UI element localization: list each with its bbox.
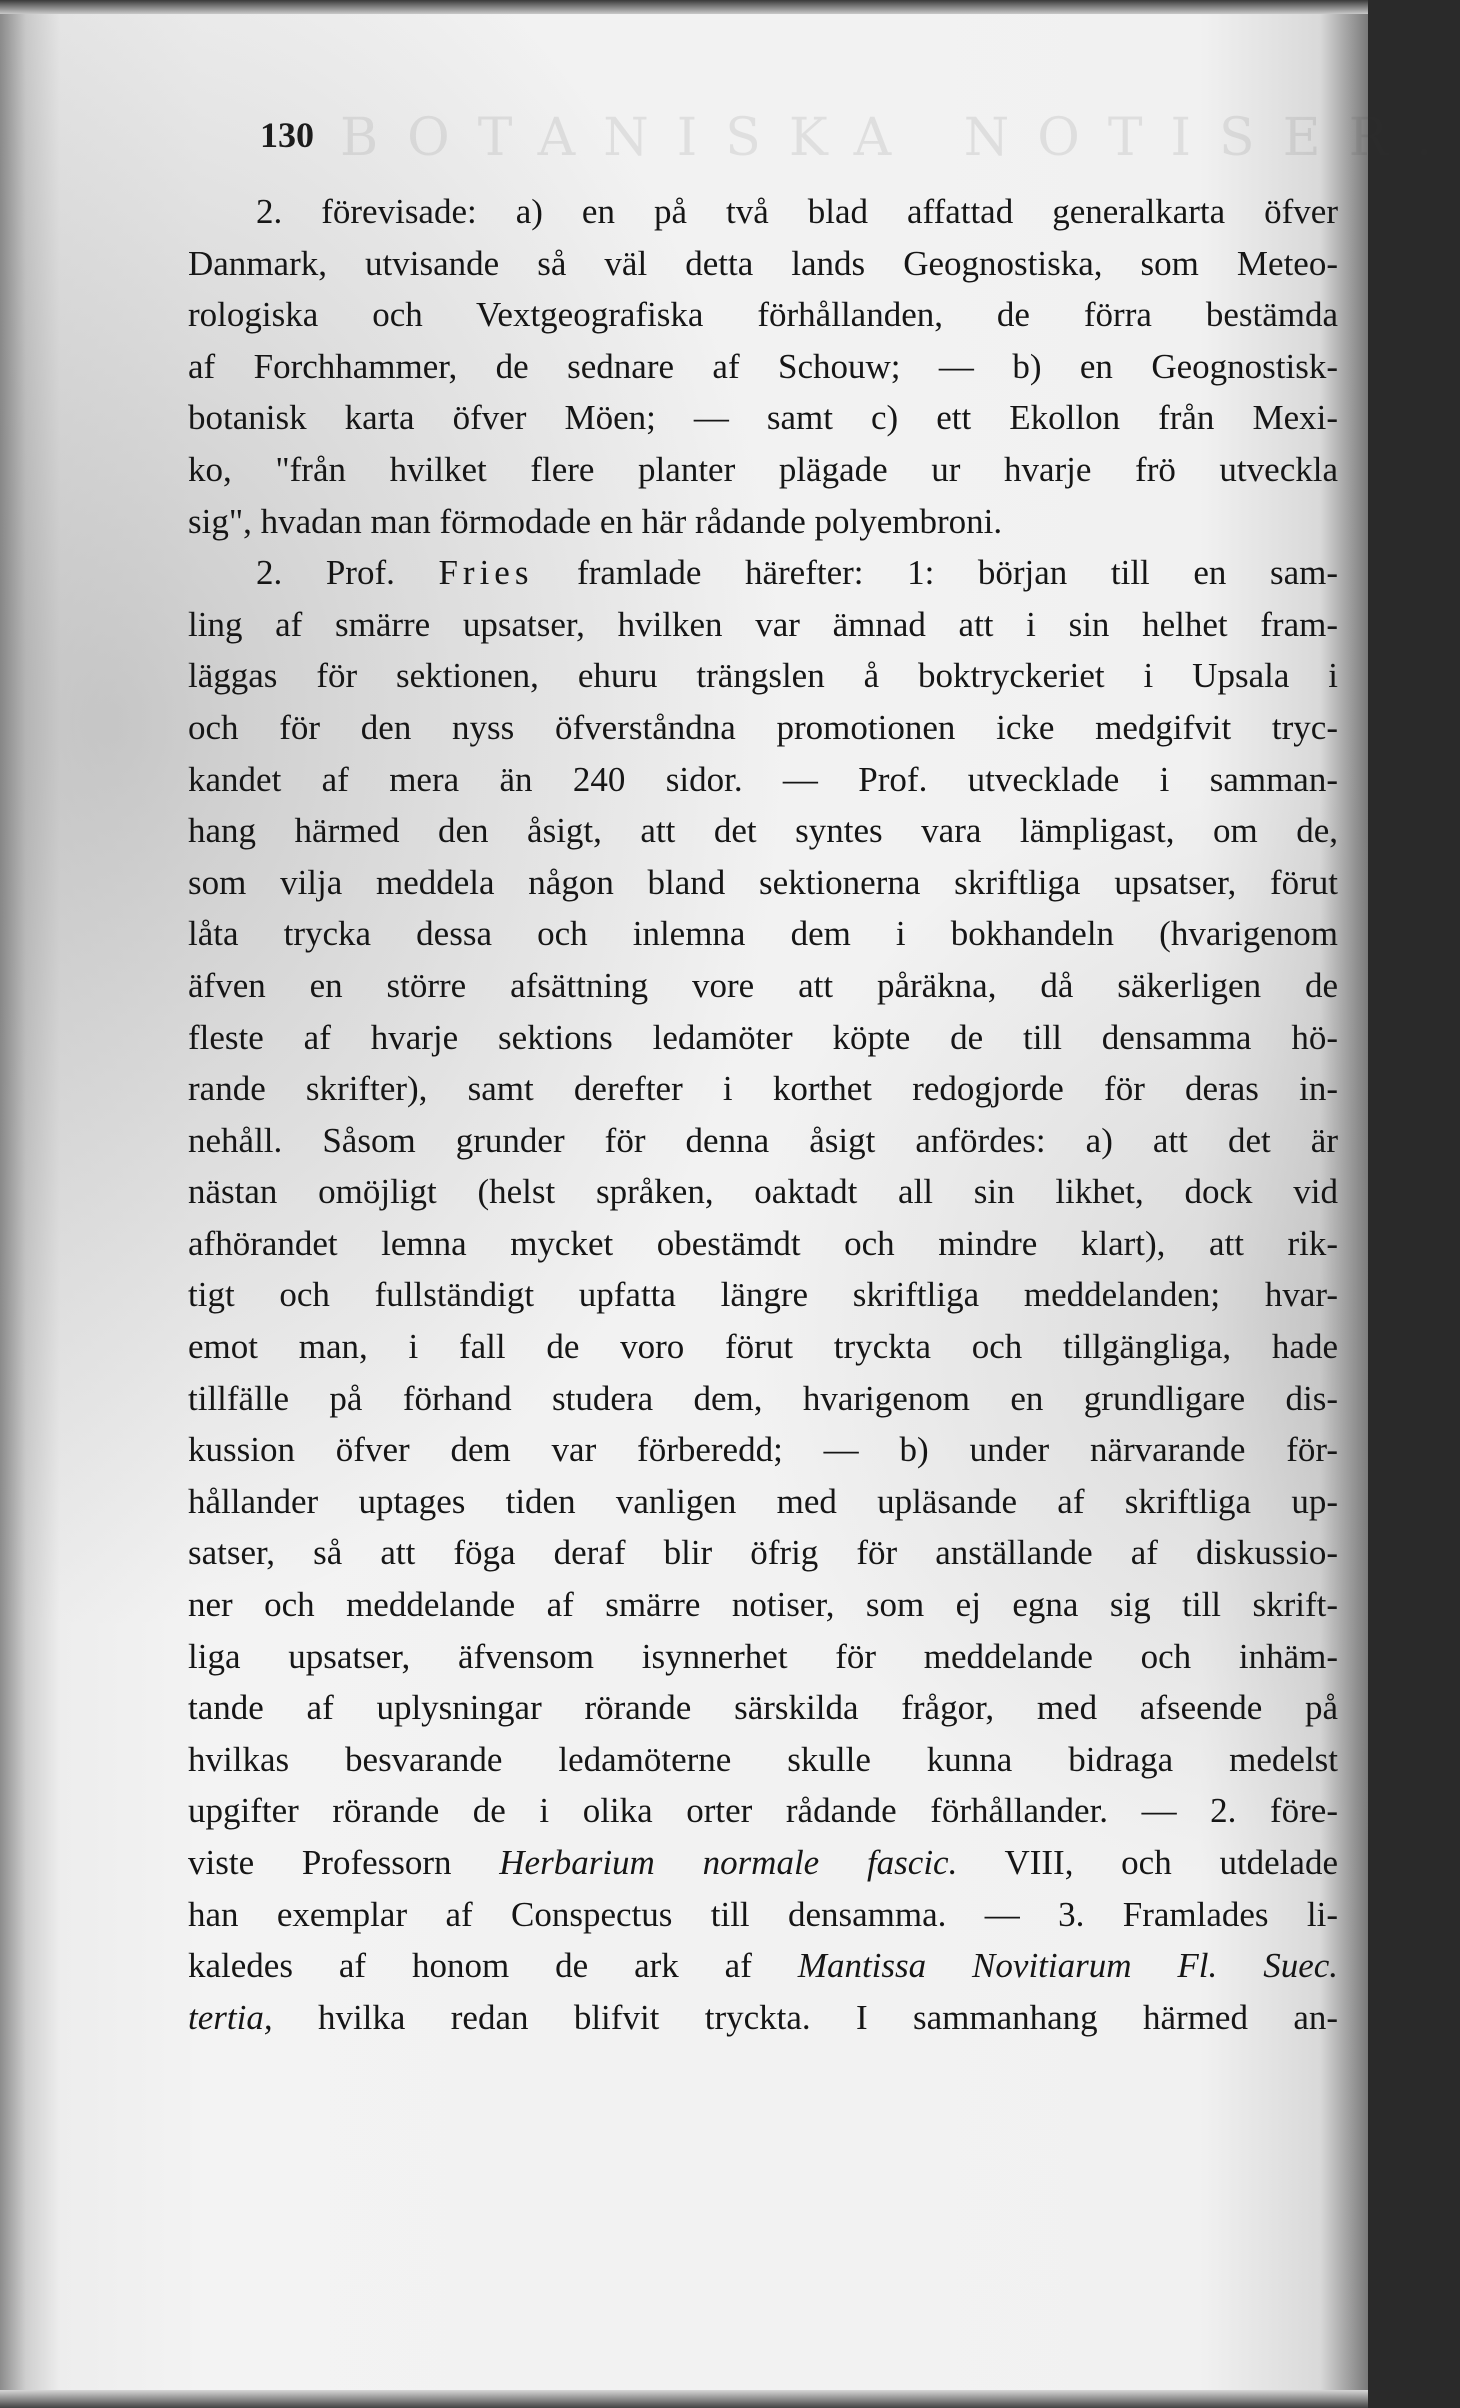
text-line: tande af uplysningar rörande särskilda frågor, med afseende på	[188, 1688, 1338, 1728]
text-line: ko, "från hvilket flere planter plägade ur hvarje frö utveckla	[188, 449, 1338, 489]
text-fragment: 2. Prof.	[256, 553, 395, 593]
text-line: fleste af hvarje sektions ledamöter köpte de till densamma hö-	[188, 1017, 1338, 1057]
author-name-spaced: Fries	[438, 553, 534, 593]
text-line: af Forchhammer, de sednare af Schouw; — b) en Geognostisk-	[188, 346, 1338, 386]
text-line: ner och meddelande af smärre notiser, som ej egna sig till skrift-	[188, 1585, 1338, 1625]
text-line: hvilkas besvarande ledamöterne skulle kunna bidraga medelst	[188, 1739, 1338, 1779]
italic-title: Mantissa Novitiarum Fl. Suec.	[797, 1946, 1339, 1986]
text-line: sig", hvadan man förmodade en här rådande polyembroni.	[188, 501, 1003, 541]
text-line: kandet af mera än 240 sidor. — Prof. utvecklade i samman-	[188, 759, 1338, 799]
text-fragment: hvilka redan blifvit tryckta. I sammanhang härmed an-	[317, 1997, 1339, 2037]
running-head-bleed: BOTANISKA NOTISER.	[340, 108, 1460, 168]
text-line: 2. förevisade: a) en på två blad affattad generalkarta öfver	[256, 192, 1338, 231]
text-line: kussion öfver dem var förberedd; — b) under närvarande för-	[188, 1430, 1338, 1470]
body-text	[188, 186, 1338, 2043]
text-line	[188, 1992, 1338, 2044]
text-line: hållander uptages tiden vanligen med upläsande af skriftliga up-	[188, 1481, 1338, 1521]
text-line: tillfälle på förhand studera dem, hvarigenom en grundligare dis-	[188, 1378, 1338, 1418]
text-line: afhörandet lemna mycket obestämdt och mindre klart), att rik-	[188, 1223, 1338, 1263]
text-line: upgifter rörande de i olika orter rådande förhållander. — 2. före-	[188, 1791, 1338, 1831]
text-fragment: kaledes af honom de ark af	[188, 1946, 752, 1986]
text-line: liga upsatser, äfvensom isynnerhet för meddelande och inhäm-	[188, 1636, 1338, 1676]
page-number: 130	[260, 115, 314, 155]
italic-title: Herbarium normale fascic.	[499, 1843, 958, 1882]
italic-title: tertia,	[188, 1997, 273, 2037]
text-line: som vilja meddela någon bland sektionerna skriftliga upsatser, förut	[188, 862, 1338, 902]
text-line: nästan omöjligt (helst språken, oaktadt all sin likhet, dock vid	[188, 1172, 1338, 1212]
text-line: nehåll. Såsom grunder för denna åsigt anfördes: a) att det är	[188, 1120, 1338, 1160]
text-line: han exemplar af Conspectus till densamma. — 3. Framlades li-	[188, 1894, 1338, 1934]
text-line: låta trycka dessa och inlemna dem i bokhandeln (hvarigenom	[188, 914, 1338, 954]
text-line: satser, så att föga deraf blir öfrig för anställande af diskussio-	[188, 1533, 1338, 1573]
text-line: och för den nyss öfverståndna promotionen icke medgifvit tryc-	[188, 707, 1338, 747]
text-line: rologiska och Vextgeografiska förhållanden, de förra bestämda	[188, 295, 1338, 335]
text-fragment: viste Professorn	[188, 1843, 452, 1882]
text-fragment: framlade härefter: 1: början till en sam-	[577, 553, 1339, 593]
text-fragment: VIII, och utdelade	[1004, 1843, 1338, 1882]
text-line: Danmark, utvisande så väl detta lands Geognostiska, som Meteo-	[188, 243, 1338, 283]
text-line	[188, 1940, 1338, 1992]
page-edge-bottom	[0, 2390, 1368, 2408]
page-edge-top	[0, 0, 1368, 14]
text-line: ling af smärre upsatser, hvilken var ämnad att i sin helhet fram-	[188, 604, 1338, 644]
text-line: äfven en större afsättning vore att påräkna, då säkerligen de	[188, 965, 1338, 1005]
text-line: botanisk karta öfver Möen; — samt c) ett Ekollon från Mexi-	[188, 398, 1338, 438]
text-line: emot man, i fall de voro förut tryckta och tillgängliga, hade	[188, 1327, 1338, 1367]
text-line: hang härmed den åsigt, att det syntes vara lämpligast, om de,	[188, 811, 1338, 851]
text-line: läggas för sektionen, ehuru trängslen å boktryckeriet i Upsala i	[188, 656, 1338, 696]
text-line	[188, 547, 1338, 599]
text-line: rande skrifter), samt derefter i korthet redogjorde för deras in-	[188, 1069, 1338, 1109]
text-line	[188, 1837, 1338, 1889]
text-line: tigt och fullständigt upfatta längre skriftliga meddelanden; hvar-	[188, 1275, 1338, 1315]
